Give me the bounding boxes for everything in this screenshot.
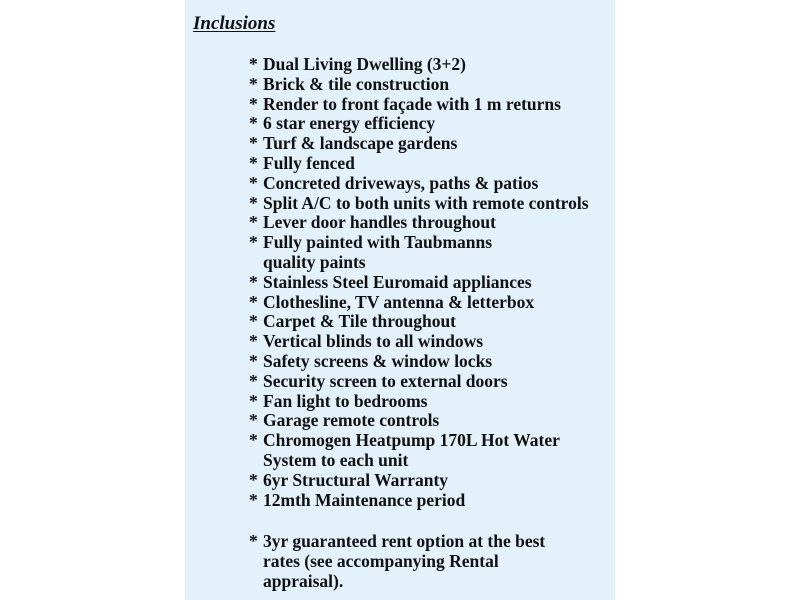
list-item-text: Split A/C to both units with remote controls bbox=[263, 192, 589, 213]
bullet-asterisk: * bbox=[249, 410, 258, 431]
inclusions-panel bbox=[185, 0, 615, 600]
bullet-asterisk: * bbox=[249, 172, 258, 193]
bullet-asterisk: * bbox=[249, 469, 258, 490]
bullet-asterisk: * bbox=[249, 311, 258, 332]
list-item bbox=[249, 213, 621, 233]
list-item-text: Chromogen Heatpump 170L Hot Water System to each unit bbox=[263, 430, 560, 470]
list-item bbox=[249, 293, 621, 313]
list-item-text: Concreted driveways, paths & patios bbox=[263, 172, 539, 193]
list-item-text: Fan light to bedrooms bbox=[263, 390, 428, 411]
bullet-asterisk: * bbox=[249, 350, 258, 371]
list-item-text: Fully painted with Taubmanns quality paints bbox=[263, 232, 493, 272]
list-item bbox=[249, 352, 621, 372]
bullet-asterisk: * bbox=[249, 93, 258, 114]
bullet-asterisk: * bbox=[249, 430, 258, 451]
list-item-text: Vertical blinds to all windows bbox=[263, 331, 484, 352]
list-item bbox=[249, 431, 621, 471]
list-item-text: Security screen to external doors bbox=[263, 370, 508, 391]
list-item bbox=[249, 233, 621, 273]
list-item bbox=[249, 55, 621, 75]
bullet-asterisk: * bbox=[249, 531, 258, 551]
list-item-text: 6yr Structural Warranty bbox=[263, 469, 449, 490]
list-item-text: Dual Living Dwelling (3+2) bbox=[263, 54, 466, 74]
list-item bbox=[249, 372, 621, 392]
bullet-asterisk: * bbox=[249, 152, 258, 173]
list-item-text: Lever door handles throughout bbox=[263, 212, 496, 233]
list-item bbox=[249, 312, 621, 332]
bullet-asterisk: * bbox=[249, 291, 258, 312]
bullet-asterisk: * bbox=[249, 370, 258, 391]
list-item bbox=[249, 491, 621, 511]
bullet-asterisk: * bbox=[249, 192, 258, 213]
bullet-asterisk: * bbox=[249, 271, 258, 292]
list-item-text: Fully fenced bbox=[263, 152, 355, 173]
bullet-asterisk: * bbox=[249, 390, 258, 411]
list-item bbox=[249, 471, 621, 491]
list-item-text: Turf & landscape gardens bbox=[263, 133, 458, 154]
list-item-text: Safety screens & window locks bbox=[263, 350, 493, 371]
list-item bbox=[249, 154, 621, 174]
list-item-text: 6 star energy efficiency bbox=[263, 113, 436, 134]
inclusions-list bbox=[249, 55, 621, 510]
list-item bbox=[249, 95, 621, 115]
list-item bbox=[249, 75, 621, 95]
list-item bbox=[249, 411, 621, 431]
bullet-asterisk: * bbox=[249, 133, 258, 154]
list-item bbox=[249, 332, 621, 352]
inclusions-heading: Inclusions bbox=[193, 13, 276, 34]
bullet-asterisk: * bbox=[249, 232, 258, 253]
list-item-text: 12mth Maintenance period bbox=[263, 489, 466, 510]
list-item-text: Render to front façade with 1 m returns bbox=[263, 93, 561, 114]
list-item bbox=[249, 273, 621, 293]
list-item-text: Stainless Steel Euromaid appliances bbox=[263, 271, 532, 292]
list-item bbox=[249, 114, 621, 134]
bullet-asterisk: * bbox=[249, 113, 258, 134]
rental-note bbox=[249, 532, 621, 591]
list-item bbox=[249, 134, 621, 154]
list-item bbox=[249, 392, 621, 412]
list-item-text: Brick & tile construction bbox=[263, 73, 450, 94]
list-item-text: Clothesline, TV antenna & letterbox bbox=[263, 291, 535, 312]
list-item bbox=[249, 194, 621, 214]
bullet-asterisk: * bbox=[249, 489, 258, 510]
rental-note-text: 3yr guaranteed rent option at the best rates (see accompanying Rental appraisal). bbox=[263, 531, 546, 591]
bullet-asterisk: * bbox=[249, 54, 258, 74]
bullet-asterisk: * bbox=[249, 331, 258, 352]
bullet-asterisk: * bbox=[249, 73, 258, 94]
list-item bbox=[249, 174, 621, 194]
bullet-asterisk: * bbox=[249, 212, 258, 233]
list-item-text: Carpet & Tile throughout bbox=[263, 311, 457, 332]
list-item-text: Garage remote controls bbox=[263, 410, 440, 431]
